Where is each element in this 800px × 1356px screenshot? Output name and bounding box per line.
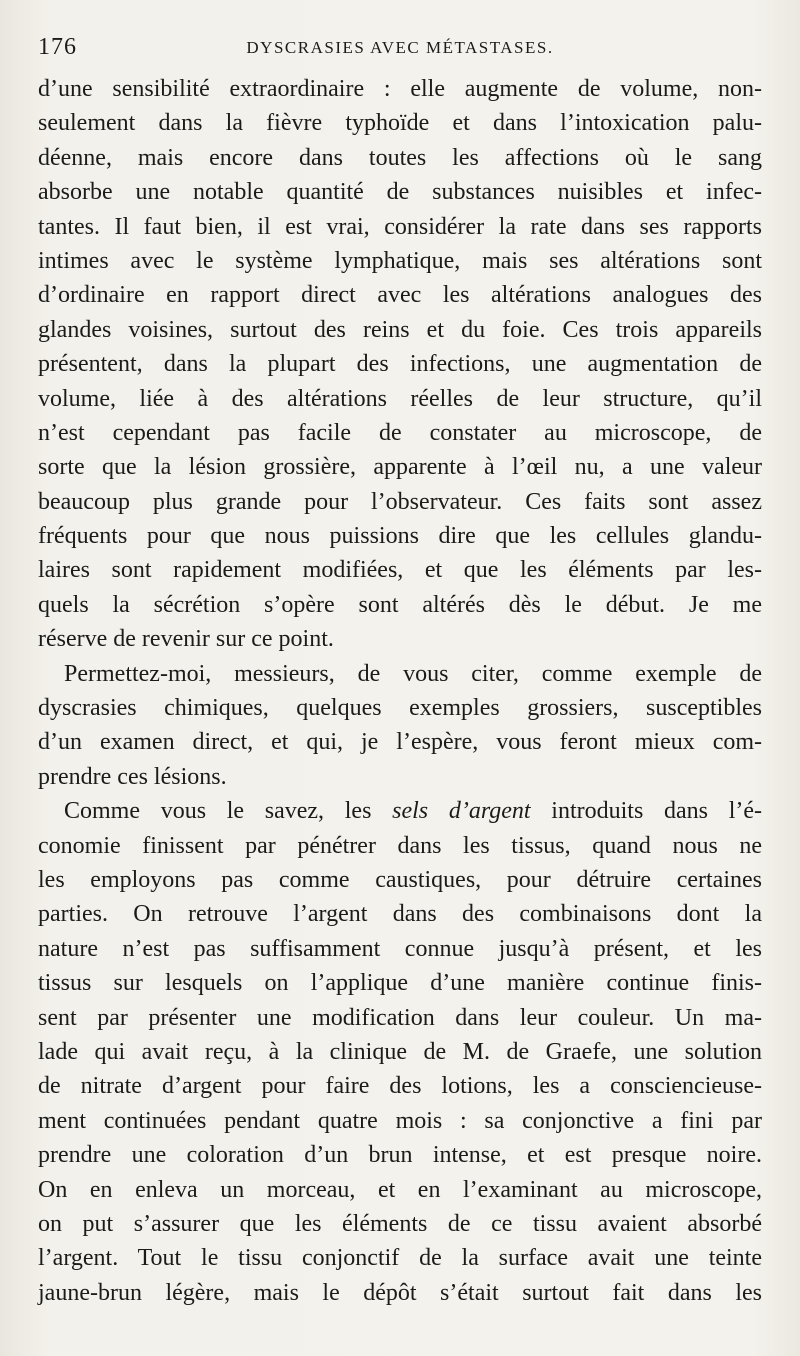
text-line: l’argent. Tout le tissu conjonctif de la surface avait une teinte [38, 1245, 762, 1272]
text-line: sorte que la lésion grossière, apparente à l’œil nu, a une valeur [38, 454, 762, 481]
emphasized-term: sels d’argent [392, 798, 531, 825]
text-line: n’est cependant pas facile de constater au microscope, de [38, 419, 762, 446]
text-line: réserve de revenir sur ce point. [38, 626, 334, 653]
text-line: on put s’assurer que les éléments de ce tissu avaient absorbé [38, 1210, 762, 1237]
body-text [38, 72, 762, 1310]
text-line: présentent, dans la plupart des infections, une augmentation de [38, 351, 762, 378]
text-segment: introduits dans l’é- [551, 798, 762, 825]
text-line: sent par présenter une modification dans leur couleur. Un ma- [38, 1004, 762, 1031]
page-header [38, 34, 762, 64]
text-line: déenne, mais encore dans toutes les affections où le sang [38, 144, 762, 171]
text-line: de nitrate d’argent pour faire des lotions, les a consciencieuse- [38, 1073, 762, 1100]
text-line: prendre ces lésions. [38, 763, 227, 790]
text-line: conomie finissent par pénétrer dans les tissus, quand nous ne [38, 832, 762, 859]
text-line: tissus sur lesquels on l’applique d’une manière continue finis- [38, 970, 762, 997]
text-line: lade qui avait reçu, à la clinique de M. de Graefe, une solution [38, 1038, 762, 1065]
text-line: ment continuées pendant quatre mois : sa conjonctive a fini par [38, 1107, 762, 1134]
text-line: glandes voisines, surtout des reins et du foie. Ces trois appareils [38, 316, 762, 343]
text-line: d’une sensibilité extraordinaire : elle augmente de volume, non- [38, 76, 762, 102]
text-line: d’ordinaire en rapport direct avec les altérations analogues des [38, 282, 762, 309]
text-line: quels la sécrétion s’opère sont altérés dès le début. Je me [38, 591, 762, 618]
text-line: fréquents pour que nous puissions dire que les cellules glandu- [38, 523, 762, 550]
text-line: Permettez-moi, messieurs, de vous citer, comme exemple de [64, 660, 762, 687]
text-line: jaune-brun légère, mais le dépôt s’était surtout fait dans les [38, 1279, 762, 1306]
text-line: laires sont rapidement modifiées, et que les éléments par les- [38, 557, 762, 584]
running-title: DYSCRASIES AVEC MÉTASTASES. [246, 38, 554, 57]
text-line-with-emphasis [38, 794, 762, 828]
text-line: prendre une coloration d’un brun intense, et est presque noire. [38, 1142, 762, 1169]
text-line: beaucoup plus grande pour l’observateur. Ces faits sont assez [38, 488, 762, 515]
text-segment: Comme vous le savez, les [64, 798, 372, 825]
text-line: tantes. Il faut bien, il est vrai, considérer la rate dans ses rapports [38, 213, 762, 240]
text-line: nature n’est pas suffisamment connue jusqu’à présent, et les [38, 935, 762, 962]
text-line: seulement dans la fièvre typhoïde et dans l’intoxication palu- [38, 110, 762, 137]
text-line: d’un examen direct, et qui, je l’espère, vous feront mieux com- [38, 729, 762, 756]
text-line: intimes avec le système lymphatique, mais ses altérations sont [38, 247, 762, 274]
text-line: dyscrasies chimiques, quelques exemples grossiers, susceptibles [38, 695, 762, 722]
text-line: les employons pas comme caustiques, pour détruire certaines [38, 866, 762, 893]
page-number: 176 [38, 34, 77, 60]
text-line: volume, liée à des altérations réelles de leur structure, qu’il [38, 385, 762, 412]
text-line: parties. On retrouve l’argent dans des combinaisons dont la [38, 901, 762, 928]
text-line: absorbe une notable quantité de substances nuisibles et infec- [38, 179, 762, 206]
text-line: On en enleva un morceau, et en l’examinant au microscope, [38, 1176, 762, 1203]
